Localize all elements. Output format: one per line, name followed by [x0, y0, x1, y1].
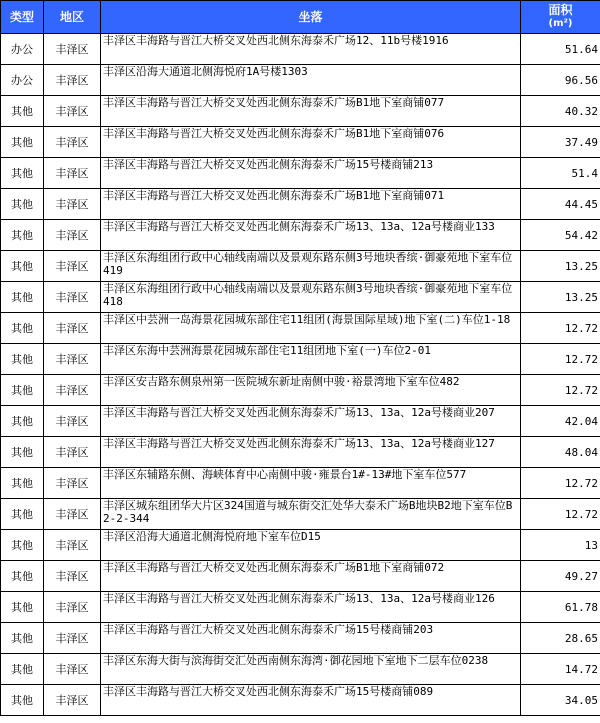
table-row	[1, 654, 600, 685]
area-cell: 13.25	[521, 282, 600, 313]
address-cell: 丰泽区沿海大通道北侧海悦府地下室车位D15	[101, 530, 521, 561]
district-cell: 丰泽区	[44, 499, 101, 530]
address-cell: 丰泽区安吉路东侧泉州第一医院城东新址南侧中骏·裕景湾地下室车位482	[101, 375, 521, 406]
district-cell: 丰泽区	[44, 375, 101, 406]
table-row	[1, 127, 600, 158]
area-cell: 12.72	[521, 344, 600, 375]
address-cell: 丰泽区丰海路与晋江大桥交叉处西北侧东海泰禾广场15号楼商铺203	[101, 623, 521, 654]
area-cell: 13.25	[521, 251, 600, 282]
header-address: 坐落	[101, 1, 521, 34]
district-cell: 丰泽区	[44, 592, 101, 623]
type-cell: 其他	[1, 623, 44, 654]
type-cell: 其他	[1, 96, 44, 127]
area-cell: 96.56	[521, 65, 600, 96]
type-cell: 其他	[1, 344, 44, 375]
area-cell: 12.72	[521, 468, 600, 499]
table-row	[1, 561, 600, 592]
table-row	[1, 282, 600, 313]
header-district: 地区	[44, 1, 101, 34]
table-row	[1, 251, 600, 282]
address-cell: 丰泽区丰海路与晋江大桥交叉处西北侧东海泰禾广场13、13a、12a号楼商业127	[101, 437, 521, 468]
district-cell: 丰泽区	[44, 127, 101, 158]
table-row	[1, 499, 600, 530]
type-cell: 其他	[1, 499, 44, 530]
table-body	[1, 34, 600, 716]
area-cell: 14.72	[521, 654, 600, 685]
table-row	[1, 685, 600, 716]
address-cell: 丰泽区丰海路与晋江大桥交叉处西北侧东海泰禾广场12、11b号楼1916	[101, 34, 521, 65]
type-cell: 其他	[1, 313, 44, 344]
table-row	[1, 344, 600, 375]
type-cell: 其他	[1, 127, 44, 158]
type-cell: 其他	[1, 375, 44, 406]
district-cell: 丰泽区	[44, 406, 101, 437]
district-cell: 丰泽区	[44, 530, 101, 561]
district-cell: 丰泽区	[44, 344, 101, 375]
area-cell: 49.27	[521, 561, 600, 592]
type-cell: 其他	[1, 251, 44, 282]
header-type: 类型	[1, 1, 44, 34]
area-cell: 44.45	[521, 189, 600, 220]
table-row	[1, 530, 600, 561]
district-cell: 丰泽区	[44, 282, 101, 313]
type-cell: 其他	[1, 437, 44, 468]
type-cell: 办公	[1, 65, 44, 96]
type-cell: 其他	[1, 654, 44, 685]
header-row	[1, 1, 600, 34]
header-area	[521, 1, 600, 34]
area-cell: 61.78	[521, 592, 600, 623]
area-cell: 51.4	[521, 158, 600, 189]
address-cell: 丰泽区丰海路与晋江大桥交叉处西北侧东海泰禾广场15号楼商铺089	[101, 685, 521, 716]
area-cell: 12.72	[521, 499, 600, 530]
address-cell: 丰泽区东海组团行政中心轴线南端以及景观东路东侧3号地块香缤·御豪苑地下室车位419	[101, 251, 521, 282]
header-area-unit: (m²)	[548, 18, 573, 29]
table-row	[1, 468, 600, 499]
table-row	[1, 158, 600, 189]
address-cell: 丰泽区丰海路与晋江大桥交叉处西北侧东海泰禾广场B1地下室商铺077	[101, 96, 521, 127]
table-row	[1, 189, 600, 220]
area-cell: 34.05	[521, 685, 600, 716]
district-cell: 丰泽区	[44, 65, 101, 96]
address-cell: 丰泽区丰海路与晋江大桥交叉处西北侧东海泰禾广场B1地下室商铺076	[101, 127, 521, 158]
address-cell: 丰泽区中芸洲一岛海景花园城东部住宅11组团(海景国际星域)地下室(二)车位1-18	[101, 313, 521, 344]
district-cell: 丰泽区	[44, 96, 101, 127]
type-cell: 其他	[1, 561, 44, 592]
area-cell: 54.42	[521, 220, 600, 251]
area-cell: 28.65	[521, 623, 600, 654]
address-cell: 丰泽区丰海路与晋江大桥交叉处西北侧东海泰禾广场B1地下室商铺072	[101, 561, 521, 592]
area-cell: 51.64	[521, 34, 600, 65]
table-row	[1, 220, 600, 251]
address-cell: 丰泽区东海大街与滨海街交汇处西南侧东海湾·御花园地下室地下二层车位0238	[101, 654, 521, 685]
address-cell: 丰泽区丰海路与晋江大桥交叉处西北侧东海泰禾广场13、13a、12a号楼商业126	[101, 592, 521, 623]
address-cell: 丰泽区丰海路与晋江大桥交叉处西北侧东海泰禾广场B1地下室商铺071	[101, 189, 521, 220]
district-cell: 丰泽区	[44, 220, 101, 251]
table-row	[1, 313, 600, 344]
district-cell: 丰泽区	[44, 468, 101, 499]
area-cell: 37.49	[521, 127, 600, 158]
district-cell: 丰泽区	[44, 561, 101, 592]
type-cell: 其他	[1, 282, 44, 313]
type-cell: 其他	[1, 220, 44, 251]
type-cell: 其他	[1, 530, 44, 561]
address-cell: 丰泽区东辅路东侧、海峡体育中心南侧中骏·雍景台1#-13#地下室车位577	[101, 468, 521, 499]
address-cell: 丰泽区沿海大通道北侧海悦府1A号楼1303	[101, 65, 521, 96]
header-area-label: 面积	[548, 3, 573, 17]
table-row	[1, 65, 600, 96]
type-cell: 其他	[1, 592, 44, 623]
table-row	[1, 437, 600, 468]
district-cell: 丰泽区	[44, 654, 101, 685]
table-row	[1, 375, 600, 406]
address-cell: 丰泽区丰海路与晋江大桥交叉处西北侧东海泰禾广场15号楼商铺213	[101, 158, 521, 189]
address-cell: 丰泽区东海组团行政中心轴线南端以及景观东路东侧3号地块香缤·御豪苑地下室车位418	[101, 282, 521, 313]
district-cell: 丰泽区	[44, 158, 101, 189]
type-cell: 其他	[1, 189, 44, 220]
area-cell: 48.04	[521, 437, 600, 468]
address-cell: 丰泽区丰海路与晋江大桥交叉处西北侧东海泰禾广场13、13a、12a号楼商业207	[101, 406, 521, 437]
area-cell: 12.72	[521, 375, 600, 406]
type-cell: 其他	[1, 158, 44, 189]
address-cell: 丰泽区城东组团华大片区324国道与城东街交汇处华大泰禾广场B地块B2地下室车位B2-2-344	[101, 499, 521, 530]
area-cell: 12.72	[521, 313, 600, 344]
district-cell: 丰泽区	[44, 437, 101, 468]
table-row	[1, 34, 600, 65]
type-cell: 其他	[1, 685, 44, 716]
district-cell: 丰泽区	[44, 251, 101, 282]
table-row	[1, 406, 600, 437]
type-cell: 办公	[1, 34, 44, 65]
district-cell: 丰泽区	[44, 623, 101, 654]
district-cell: 丰泽区	[44, 34, 101, 65]
district-cell: 丰泽区	[44, 313, 101, 344]
area-cell: 13	[521, 530, 600, 561]
area-cell: 42.04	[521, 406, 600, 437]
area-cell: 40.32	[521, 96, 600, 127]
table-row	[1, 96, 600, 127]
type-cell: 其他	[1, 468, 44, 499]
table-row	[1, 623, 600, 654]
district-cell: 丰泽区	[44, 189, 101, 220]
district-cell: 丰泽区	[44, 685, 101, 716]
address-cell: 丰泽区丰海路与晋江大桥交叉处西北侧东海泰禾广场13、13a、12a号楼商业133	[101, 220, 521, 251]
type-cell: 其他	[1, 406, 44, 437]
address-cell: 丰泽区东海中芸洲海景花园城东部住宅11组团地下室(一)车位2-01	[101, 344, 521, 375]
table-row	[1, 592, 600, 623]
